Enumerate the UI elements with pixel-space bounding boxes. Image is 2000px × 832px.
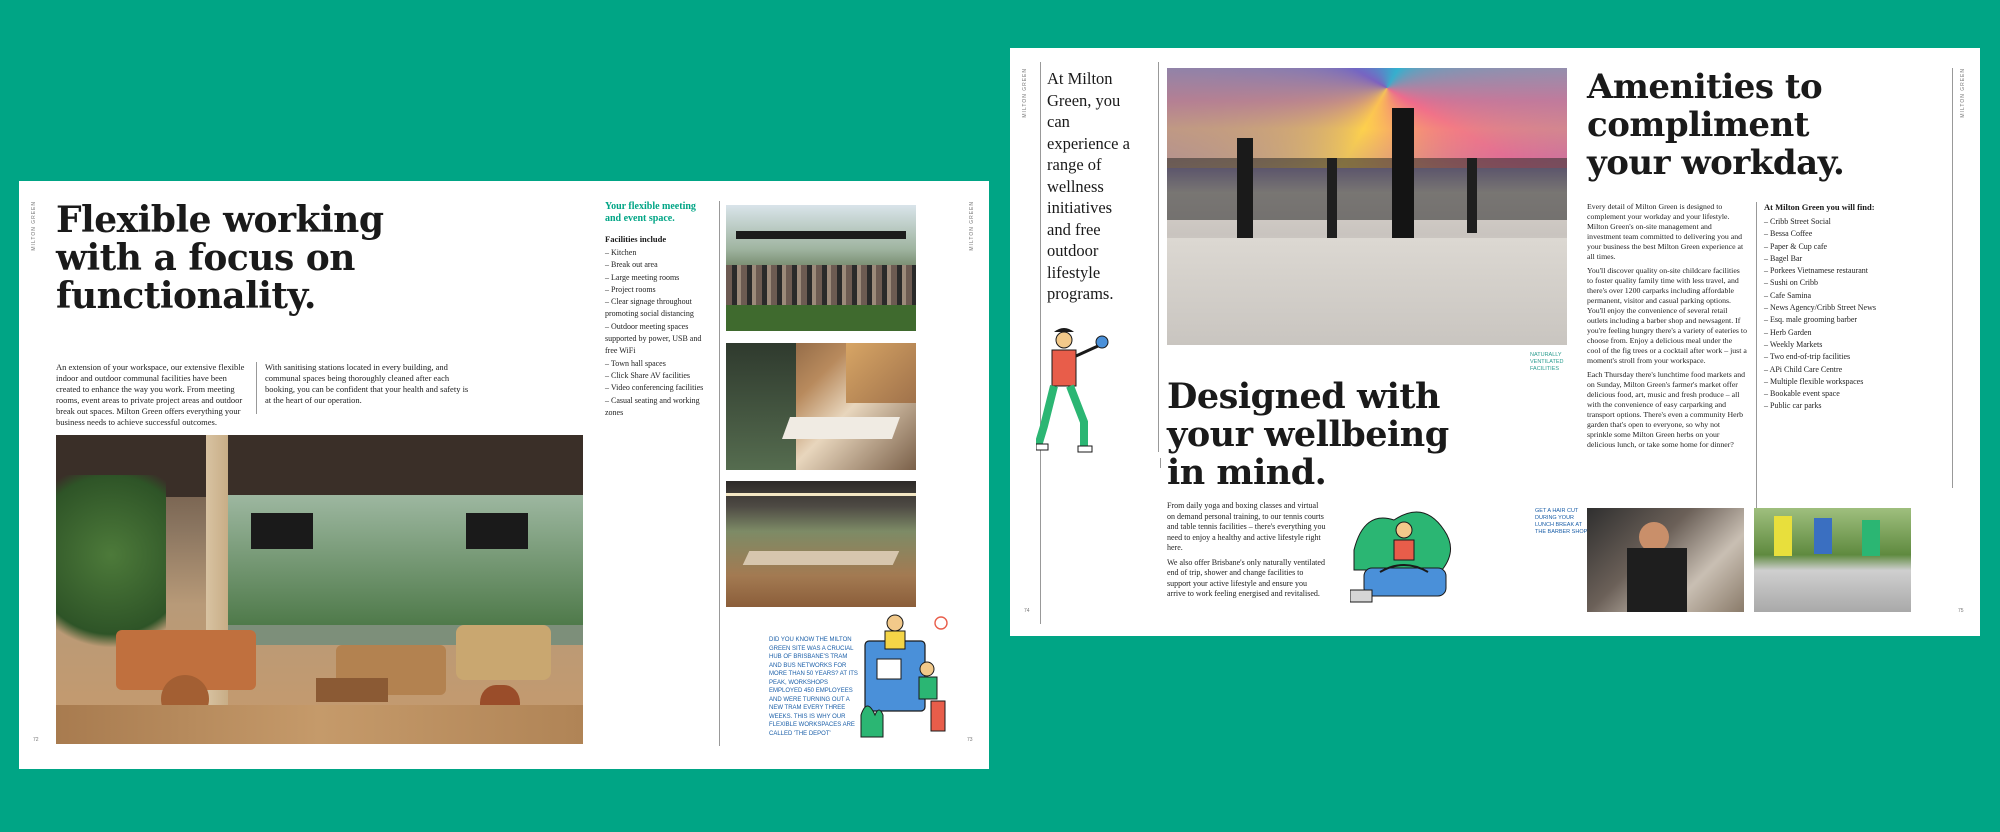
- list-item: – Break out area: [605, 259, 715, 271]
- amenities-list-title: At Milton Green you will find:: [1764, 202, 1875, 212]
- list-item: – Weekly Markets: [1764, 339, 1904, 351]
- wellness-pullquote: At Milton Green, you can experience a range of wellness initiatives and free outdoor lifestyle programs.: [1047, 69, 1130, 303]
- facilities-title: Your flexible meeting and event space.: [605, 201, 696, 224]
- workers-illustration-icon: [857, 611, 953, 741]
- wellbeing-body: From daily yoga and boxing classes and virtual on demand personal training, to our tennis courts and table tennis facilities – there's everything you need to enjoy a healthy and active lifestyle right here. We also offer Brisbane's only naturally ventilated end of trip, shower and change facilities to support your active lifestyle and ensure you arrive to work feeling energised and revitalised.: [1167, 501, 1326, 598]
- running-head-left: MILTON GREEN: [31, 201, 37, 251]
- amenities-body: Every detail of Milton Green is designed to complement your workday and your lifestyle. Milton Green's on-site management and investment team committed to delivering you and your business the best Milton Green experience at all times. You'll discover quality on-site childcare facilities to foster quality family time with less travel, and there's over 1200 carparks including affordable permanent, visitor and casual parking options. You'll enjoy the convenience of several retail outlets including a barber shop and newsagent. If you're feeling hungry there's a variety of eateries to choose from. Enjoy a delicious meal under the cool of the fig trees or a cocktail after work – just a moment's stroll from your workspace. Each Thursday there's lunchtime food markets and on Sunday, Milton Green's farmer's market offer delicious food, art, music and fresh produce – all with the convenience of easy carparking and transport options. There's even a community Herb garden that's open to everyone, so why not sprinkle some Milton Green herbs on your delicious lunch, or take some home for dinner?: [1587, 202, 1747, 449]
- meeting-room-photo: [726, 343, 916, 470]
- sidebar-rule: [719, 201, 720, 746]
- list-item: – Kitchen: [605, 247, 715, 259]
- list-item: – Bagel Bar: [1764, 253, 1904, 265]
- barber-caption: GET A HAIR CUT DURING YOUR LUNCH BREAK AT THE BARBER SHOP: [1535, 508, 1588, 535]
- pullquote-rule: [1158, 62, 1159, 452]
- list-item: – Two end-of-trip facilities: [1764, 351, 1904, 363]
- list-item: – Sushi on Cribb: [1764, 277, 1904, 289]
- list-item: – Click Share AV facilities: [605, 370, 715, 382]
- list-item: – Public car parks: [1764, 400, 1904, 412]
- spread-flexible-working: [19, 181, 989, 769]
- list-item: – Cribb Street Social: [1764, 216, 1904, 228]
- list-item: – Video conferencing facilities: [605, 382, 715, 394]
- running-head-left: MILTON GREEN: [1022, 68, 1028, 118]
- folio-right: 73: [967, 737, 973, 743]
- barber-photo: [1587, 508, 1744, 612]
- table-tennis-player-icon: [1036, 328, 1116, 458]
- list-item: – APi Child Care Centre: [1764, 364, 1904, 376]
- spread-amenities: [1010, 48, 1980, 636]
- list-item: – Casual seating and working zones: [605, 395, 715, 420]
- intro-column-2: With sanitising stations located in every building, and communal spaces being thoroughly cleaned after each booking, you can be confident that your health and safety is at the heart of our operation.: [265, 362, 469, 405]
- list-item: – Paper & Cup cafe: [1764, 241, 1904, 253]
- list-item: – Outdoor meeting spaces supported by power, USB and free WiFi: [605, 321, 715, 358]
- amenities-list: [1764, 216, 1904, 413]
- facilities-list: [605, 247, 715, 419]
- intro-column-1: An extension of your workspace, our extensive flexible indoor and outdoor communal facilities have been created to enhance the way you work. From meeting rooms, event areas to private project areas and outdoor break out spaces. Milton Green offers everything your business needs to achieve successful outcomes.: [56, 362, 245, 427]
- list-item: – Multiple flexible workspaces: [1764, 376, 1904, 388]
- facilities-subtitle: Facilities include: [605, 234, 667, 244]
- list-item: – Large meeting rooms: [605, 272, 715, 284]
- headline-wellbeing: Designed with your wellbeing in mind.: [1167, 376, 1449, 493]
- list-item: – News Agency/Cribb Street News: [1764, 302, 1904, 314]
- yoga-illustration-icon: [1350, 510, 1460, 610]
- depot-history-callout: DID YOU KNOW THE MILTON GREEN SITE WAS A CRUCIAL HUB OF BRISBANE'S TRAM AND BUS NETWORKS FOR MORE THAN 50 YEARS? AT ITS PEAK, WORKSHOPS EMPLOYED 450 EMPLOYEES AND WERE TURNING OUT A NEW TRAM EVERY THREE WEEKS. THIS IS WHY OUR FLEXIBLE WORKSPACES ARE CALLED 'THE DEPOT': [769, 637, 858, 737]
- atrium-photo: [1167, 68, 1567, 345]
- outdoor-event-photo: [726, 205, 916, 331]
- list-item: – Bessa Coffee: [1764, 228, 1904, 240]
- list-item: – Project rooms: [605, 284, 715, 296]
- runners-photo: [1754, 508, 1911, 612]
- list-item: – Esq. male grooming barber: [1764, 314, 1904, 326]
- lounge-photo: [56, 435, 583, 744]
- wellbeing-rule: [1160, 458, 1161, 468]
- list-item: – Clear signage throughout promoting social distancing: [605, 296, 715, 321]
- folio-left: 72: [33, 737, 39, 743]
- right-margin-rule: [1952, 68, 1953, 488]
- project-room-photo: [726, 481, 916, 607]
- running-head-right: MILTON GREEN: [969, 201, 975, 251]
- headline-amenities: Amenities to compliment your workday.: [1587, 67, 1845, 183]
- column-rule: [256, 362, 257, 414]
- list-item: – Porkees Vietnamese restaurant: [1764, 265, 1904, 277]
- list-rule: [1756, 202, 1757, 546]
- headline-flexible-working: Flexible working with a focus on functionality.: [56, 199, 384, 317]
- folio-left: 74: [1024, 608, 1030, 614]
- list-item: – Herb Garden: [1764, 327, 1904, 339]
- running-head-right: MILTON GREEN: [1960, 68, 1966, 118]
- atrium-caption: NATURALLY VENTILATED FACILITIES: [1530, 352, 1564, 372]
- list-item: – Bookable event space: [1764, 388, 1904, 400]
- list-item: – Cafe Samina: [1764, 290, 1904, 302]
- folio-right: 75: [1958, 608, 1964, 614]
- list-item: – Town hall spaces: [605, 358, 715, 370]
